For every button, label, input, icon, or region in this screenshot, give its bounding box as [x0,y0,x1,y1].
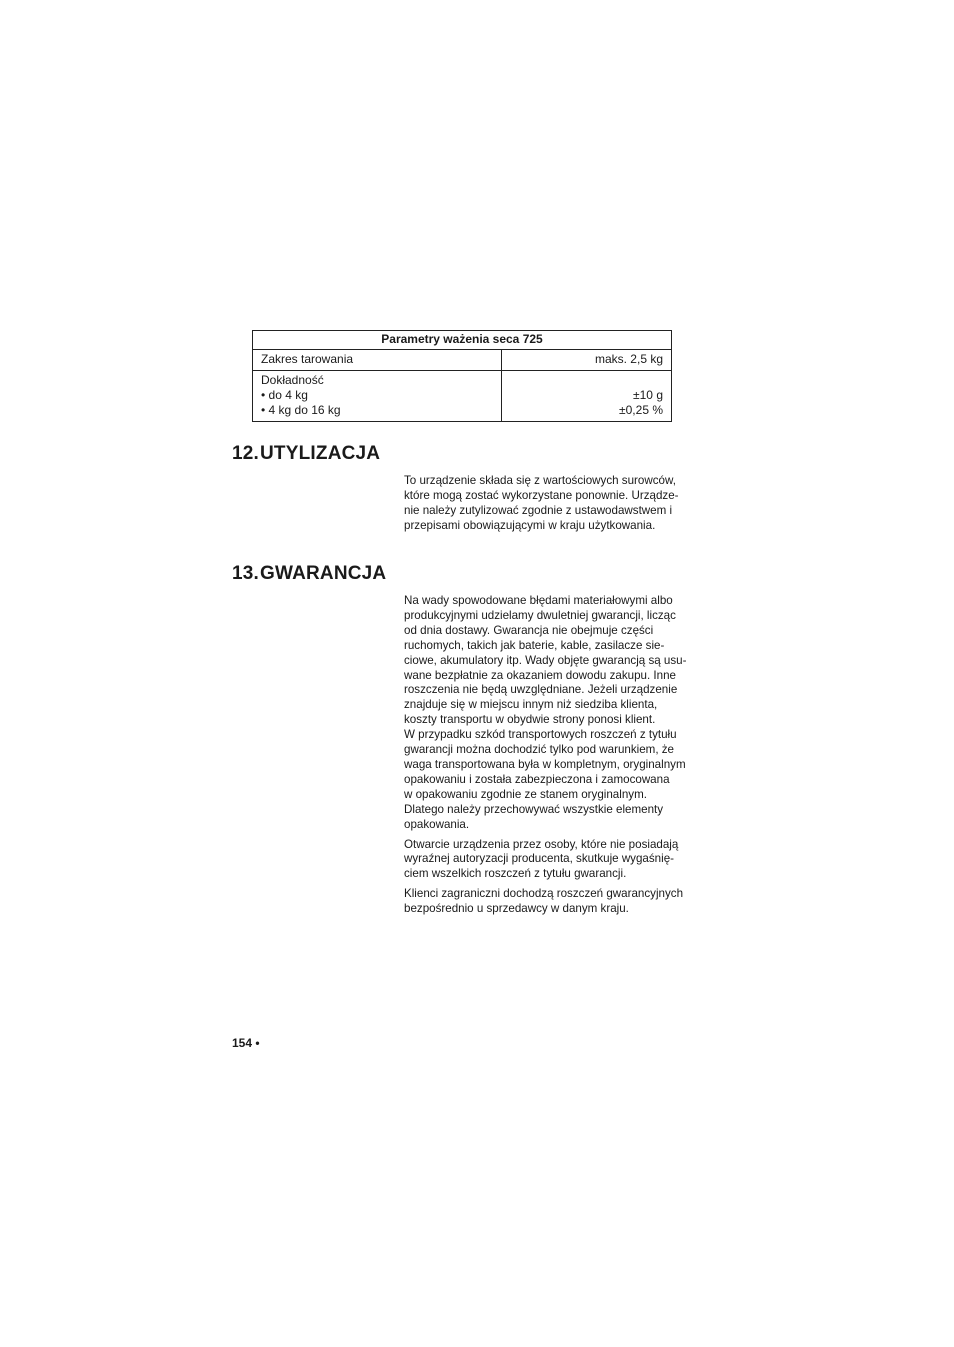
paragraph: Otwarcie urządzenia przez osoby, które nie posiadają wyraźnej autoryzacji producenta, skutkuje wygaśnię- ciem wszelkich roszczeń z tytułu gwarancji. [404,837,679,881]
paragraph: Klienci zagraniczni dochodzą roszczeń gwarancyjnych bezpośrednio u sprzedawcy w danym kraju. [404,887,684,916]
table-row [253,350,672,371]
section-number: 12. [232,443,260,464]
accuracy-value: ±10 g [633,388,663,402]
accuracy-label: Dokładność [261,373,324,387]
tare-range-value: maks. 2,5 kg [502,350,672,371]
weighing-parameters-table [252,330,672,422]
section-heading-disposal [232,443,380,465]
accuracy-cell [253,371,502,422]
accuracy-value: ±0,25 % [619,403,663,417]
page-number: 154 • [232,1036,260,1050]
paragraph: To urządzenie składa się z wartościowych surowców, które mogą zostać wykorzystane ponownie. Urządze- nie należy zutylizować zgodnie z ustawodawstwem i przepisami obowiązującymi w kraju użytkowania. [404,474,679,532]
section-number: 13. [232,563,260,584]
disposal-text [404,474,696,534]
accuracy-item: • do 4 kg [261,388,308,402]
paragraph: Na wady spowodowane błędami materiałowymi albo produkcyjnymi udzielamy dwuletniej gwarancji, licząc od dnia dostawy. Gwarancja nie obejmuje części ruchomych, takich jak baterie, kable, zasilacze sie- ciowe, akumulatory itp. Wady objęte gwarancją są usu- wane bezpłatnie za okazaniem dowodu zakupu. Inne roszczenia nie będą uwzględniane. Jeżeli urządzenie znajduje się w miejscu innym niż siedziba klienta, koszty transportu w obydwie strony ponosi klient. W przypadku szkód transportowych roszczeń z tytułu gwarancji można dochodzić tylko pod warunkiem, że waga transportowana była w kompletnym, oryginalnym opakowaniu i została zabezpieczona i zamocowana w opakowaniu zgodnie ze stanem oryginalnym. Dlatego należy przechowywać wszystkie elementy opakowania. [404,594,687,831]
section-title: GWARANCJA [260,563,387,584]
accuracy-item: • 4 kg do 16 kg [261,403,341,417]
table-row [253,371,672,422]
tare-range-label: Zakres tarowania [253,350,502,371]
warranty-text [404,594,696,917]
accuracy-values-cell [502,371,672,422]
section-title: UTYLIZACJA [260,443,381,464]
table-title: Parametry ważenia seca 725 [253,331,672,350]
section-heading-warranty [232,563,386,585]
